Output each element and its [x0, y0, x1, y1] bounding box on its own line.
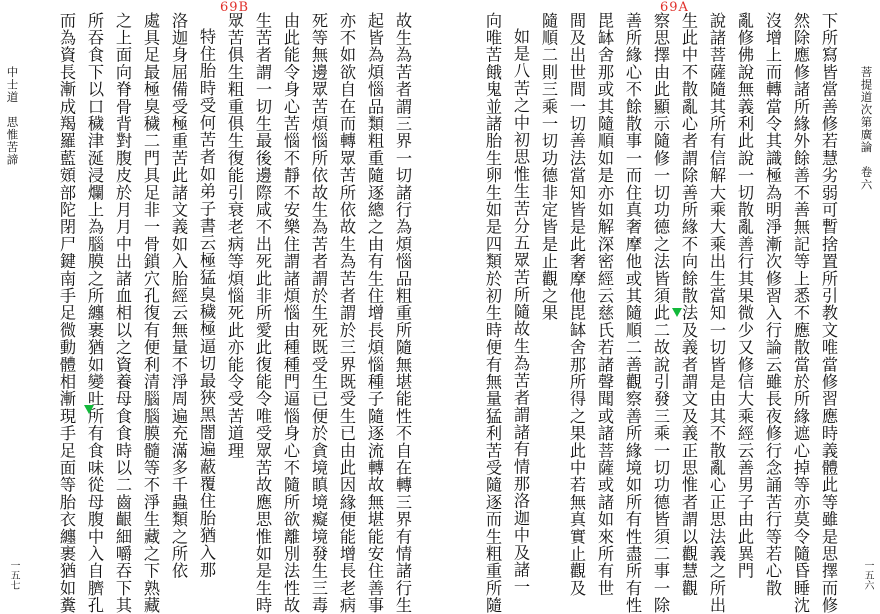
green-marker-icon: [672, 308, 682, 317]
text-column: 隨順二則三乘一切功德非定皆是止觀之果: [539, 12, 558, 322]
text-column: 之上面向脊骨背對腹皮於月月中出諸血相以之資養母食食時以二齒齦細嚼吞下其: [113, 12, 132, 614]
text-column: 亦不如欲自在而轉眾苦所依故生為苦者謂於三界既受生已由此因緣便能增長老病: [337, 12, 356, 614]
left-body-text: [48, 12, 412, 614]
text-column: 由此能令身心苦惱不靜不安樂住謂諸煩惱由種種門逼惱身心不隨所欲離別法性故: [281, 12, 300, 614]
text-column: 間及出世間一切善法當知皆是此奢摩他毘缽舍那所得之果此中若無真實止觀及: [567, 12, 586, 597]
right-page-label: 69A: [660, 0, 689, 15]
right-running-title: 菩提道次第廣論 卷六: [859, 66, 874, 191]
text-column: 洛迦身屈備受極重苦此諸文義如入胎經云無量不淨周遍充滿多千蟲類之所依: [169, 12, 188, 580]
left-page-label: 69B: [220, 0, 250, 15]
text-column: 下所寫皆當善修若慧劣弱可暫捨置所引教文唯當修習應時義體此等雖是思擇而修: [819, 12, 838, 614]
right-page: [440, 0, 880, 614]
text-column: 而為資長漸成羯羅藍頞部陀閉尸鍵南手足微動體相漸現手足面等胎衣纏裹猶如糞: [57, 12, 76, 614]
text-column: 特住胎時受何苦者如弟子書云極猛臭穢極逼切最狹黑闇遍蔽覆住胎猶入那: [197, 28, 216, 579]
text-column: 如是八苦之中初思惟生苦分五眾苦所隨故生為苦者謂諸有情那洛迦中及諸一: [511, 28, 530, 596]
text-column: 察思擇由此顯示隨修一切功德之法皆須此二故說引發三乘一切功德皆須二事一除: [651, 12, 670, 614]
text-column: 然除應修諸所緣外餘善不善無記等上悉不應散當於所緣遮心掉等亦莫令隨昏睡沈: [791, 12, 810, 614]
right-folio: 一五六: [862, 560, 873, 590]
text-column: 善所緣心不餘散事一而住真奢摩他或其隨順二善觀察善所緣境如所有性盡所有性: [623, 12, 642, 614]
text-column: 毘缽舍那或其隨順如是亦如解深密經云慈氏若諸聲聞或諸菩薩或諸如來所有世: [595, 12, 614, 597]
text-column: 說諸菩薩隨其所有信解大乘大乘出生當知一切皆是由其不散亂心正思法義之所出: [707, 12, 726, 614]
right-body-text: [474, 12, 838, 614]
left-running-title: 中士道 思惟苦諦: [5, 66, 20, 166]
text-column: 亂修佛說無義利此說一切散亂善行其果微少又修信大乘經云善男子由此異門: [735, 12, 754, 580]
text-column: 死等無邊眾苦煩惱所依故生為苦者謂於生死既受生已便於貪境瞋境癡境發生三毒: [309, 12, 328, 614]
text-column: 處具足最極臭穢二門具足非一骨鎖穴孔復有便利清腦腦膜髓等不淨生藏之下熟藏: [141, 12, 160, 614]
text-column: 眾苦俱生粗重俱生復能引衰老病等煩惱死此亦能令受苦道理: [225, 12, 244, 460]
text-column: 起皆為煩惱品類粗重隨逐總之由有生住增長煩惱種子隨逐流轉故無堪能安住善事: [365, 12, 384, 614]
text-column: 生此中不散亂心者謂除善所緣不向餘散法及義者謂文及義正思惟者謂以觀慧觀: [679, 12, 698, 597]
text-column: 所吞食下以口穢津涎浸爛上為腦膜之所纏裹猶如變吐所有食味從母腹中入自臍孔: [85, 12, 104, 614]
text-column: 生苦者謂一切生最後邊際咸不出死此非所愛此復能令唯受眾苦故應思惟如是生時: [253, 12, 272, 614]
text-column: 故生為苦者謂三界一切諸行為煩惱品粗重所隨無堪能性不自在轉三界有情諸行生: [393, 12, 412, 614]
text-column: 沒增上而轉當令其識極為明淨漸次修習入行論云雖長夜修行念誦苦行等若心散: [763, 12, 782, 597]
text-column: 向唯苦餓鬼並諸胎生卵生如是四類於初生時便有無量猛利苦受隨逐而生粗重所隨: [483, 12, 502, 614]
left-folio: 一五七: [8, 560, 19, 590]
green-marker-icon: [84, 405, 94, 414]
